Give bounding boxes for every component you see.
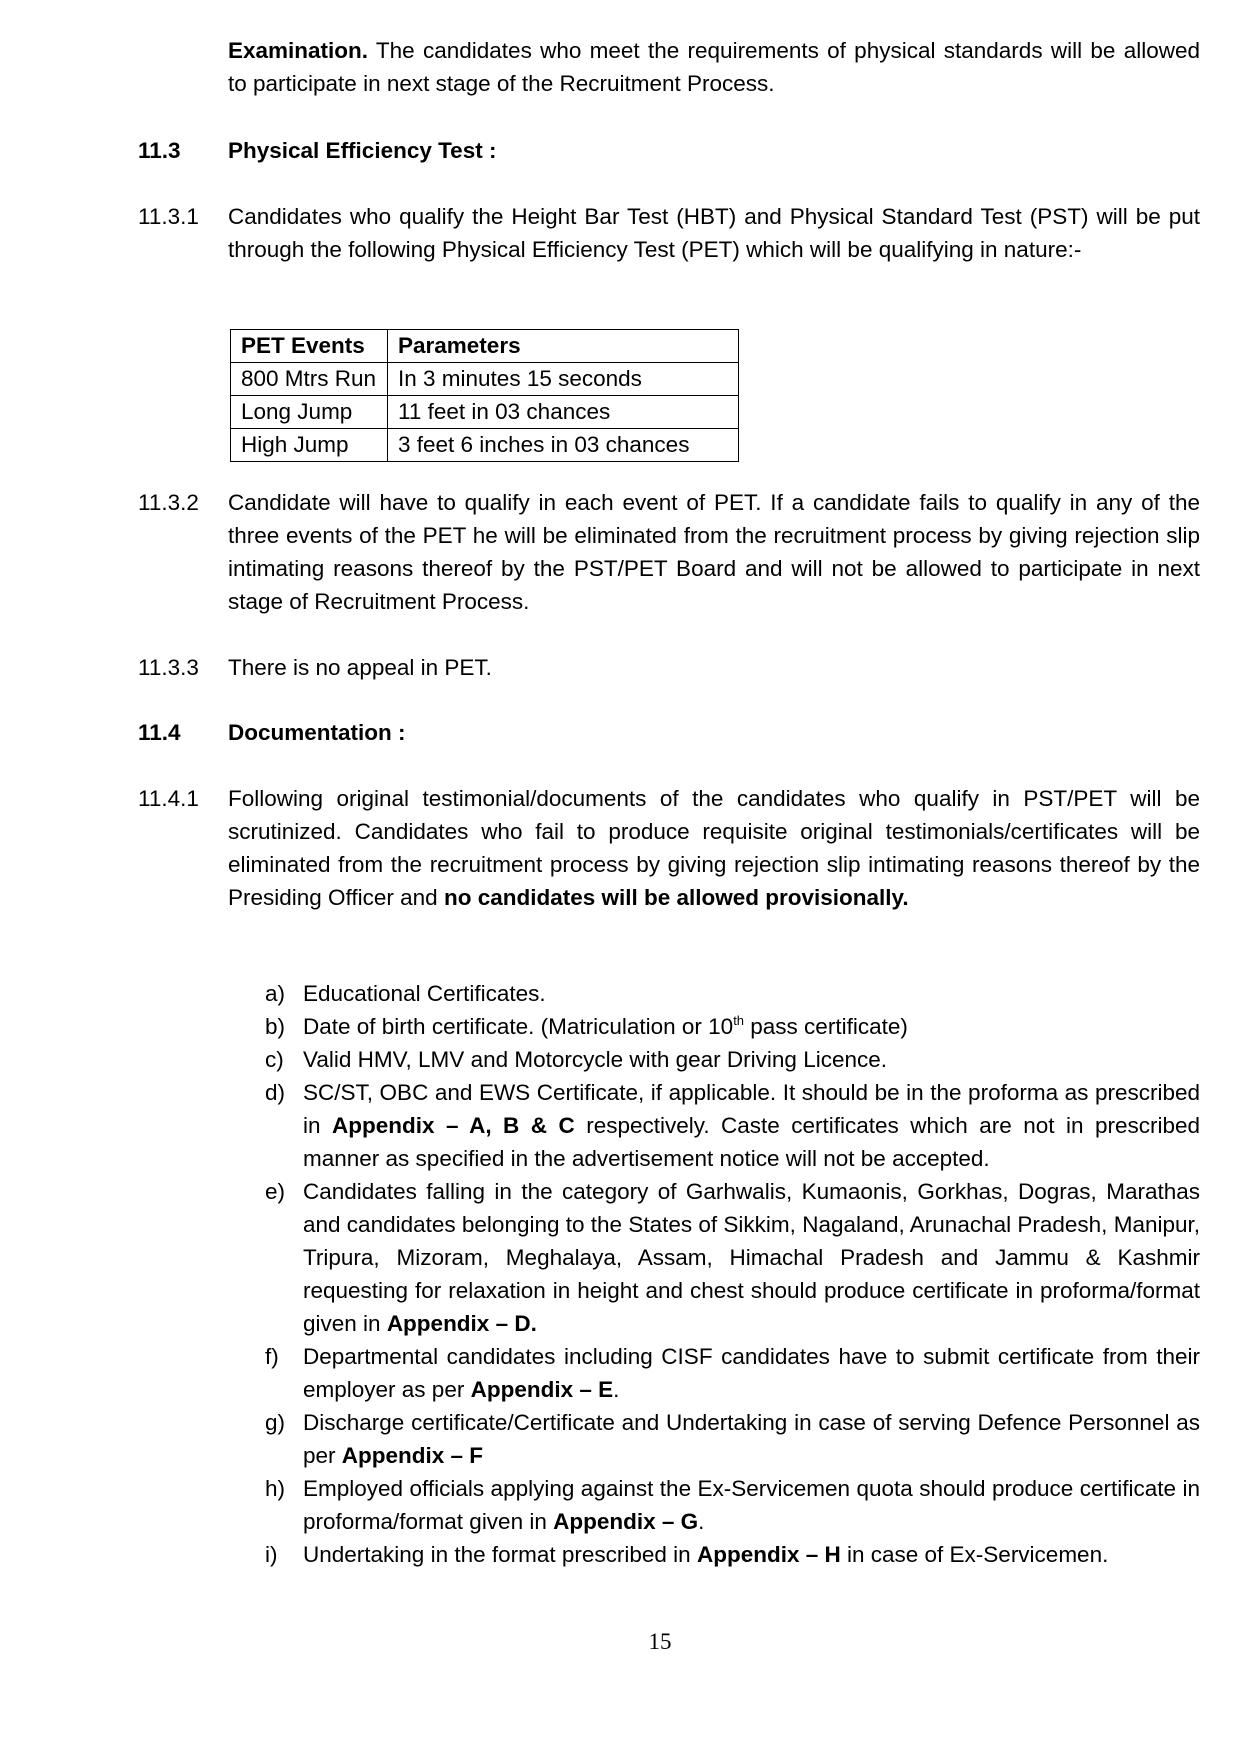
- section-title-11-4: Documentation :: [228, 720, 406, 745]
- pet-events-table: [230, 329, 739, 462]
- item-number-11-3-1: 11.3.1: [138, 204, 199, 229]
- list-item-text: Date of birth certificate. (Matriculation or 10: [303, 1014, 734, 1039]
- table-cell-parameter: 11 feet in 03 chances: [388, 396, 739, 429]
- table-header-cell: Parameters: [388, 330, 739, 363]
- list-item-label: d): [265, 1080, 286, 1105]
- table-header-cell: PET Events: [231, 330, 388, 363]
- list-item-text: Departmental candidates including CISF candidates have to submit certificate from their employer as per: [303, 1344, 1200, 1402]
- item-text-11-3-1: Candidates who qualify the Height Bar Test (HBT) and Physical Standard Test (PST) will be put through the following Physical Efficiency Test (PET) which will be qualifying in nature:-: [228, 204, 1200, 262]
- appendix-reference: Appendix – E: [470, 1377, 614, 1402]
- item-text-11-3-3: There is no appeal in PET.: [228, 655, 492, 680]
- list-item-text: Valid HMV, LMV and Motorcycle with gear Driving Licence.: [303, 1047, 888, 1072]
- table-cell-event: 800 Mtrs Run: [231, 363, 388, 396]
- section-number-11-3: 11.3: [138, 138, 181, 163]
- list-item-label: h): [265, 1476, 286, 1501]
- list-item-label: i): [265, 1542, 278, 1567]
- item-text-11-4-1-bold: no candidates will be allowed provisionally.: [443, 885, 909, 910]
- appendix-reference: Appendix – D.: [386, 1311, 537, 1336]
- table-cell-event: High Jump: [231, 429, 388, 462]
- list-item: [265, 1472, 1200, 1538]
- item-text-11-4-1-body: Following original testimonial/documents of the candidates who qualify in PST/PET will be scrutinized. Candidates who fail to produce requisite original testimonials/certificates will be eliminated from the recruitment process by giving rejection slip intimating reasons thereof by the Presiding Officer and: [228, 786, 1200, 910]
- table-header-row: [231, 330, 739, 363]
- list-item-label: c): [265, 1047, 284, 1072]
- item-number-11-3-2: 11.3.2: [138, 490, 199, 515]
- document-list: [265, 977, 1200, 1571]
- list-item-text: Discharge certificate/Certificate and Undertaking in case of serving Defence Personnel as per: [303, 1410, 1200, 1468]
- list-item-text: pass certificate): [744, 1014, 908, 1039]
- list-item-label: g): [265, 1410, 286, 1435]
- list-item: [265, 1340, 1200, 1406]
- intro-text: The candidates who meet the requirements of physical standards will be allowed to participate in next stage of the Recruitment Process.: [228, 38, 1200, 96]
- list-item: [265, 1538, 1200, 1571]
- list-item: [265, 1043, 1200, 1076]
- list-item-text: Employed officials applying against the Ex-Servicemen quota should produce certificate in proforma/format given in: [303, 1476, 1200, 1534]
- list-item-label: f): [265, 1344, 279, 1369]
- page-number: 15: [648, 1629, 672, 1654]
- table-row: [231, 429, 739, 462]
- appendix-reference: Appendix – F: [341, 1443, 484, 1468]
- list-item: [265, 1175, 1200, 1340]
- table-row: [231, 363, 739, 396]
- appendix-reference: Appendix – H: [696, 1542, 841, 1567]
- list-item: [265, 1076, 1200, 1175]
- table-row: [231, 396, 739, 429]
- list-item-text: Candidates falling in the category of Garhwalis, Kumaonis, Gorkhas, Dogras, Marathas and candidates belonging to the States of Sikkim, Nagaland, Arunachal Pradesh, Manipur, Tripura, Mizoram, Meghalaya, Assam, Himachal Pradesh and Jammu & Kashmir requesting for relaxation in height and chest should produce certificate in proforma/format given in: [303, 1179, 1200, 1336]
- list-item-text: Educational Certificates.: [303, 981, 546, 1006]
- table-cell-event: Long Jump: [231, 396, 388, 429]
- item-number-11-4-1: 11.4.1: [138, 786, 199, 811]
- item-number-11-3-3: 11.3.3: [138, 655, 199, 680]
- appendix-reference: Appendix – G: [553, 1509, 699, 1534]
- list-item-label: b): [265, 1014, 286, 1039]
- item-text-11-4-1: [228, 782, 1200, 914]
- list-item-text: Undertaking in the format prescribed in: [303, 1542, 697, 1567]
- list-item-text: in case of Ex-Servicemen.: [840, 1542, 1109, 1567]
- list-item: [265, 977, 1200, 1010]
- list-item-label: e): [265, 1179, 286, 1204]
- intro-paragraph: [228, 34, 1200, 100]
- superscript: th: [733, 1013, 745, 1028]
- item-text-11-3-2: Candidate will have to qualify in each event of PET. If a candidate fails to qualify in any of the three events of the PET he will be eliminated from the recruitment process by giving rejection slip intimating reasons thereof by the PST/PET Board and will not be allowed to participate in next stage of Recruitment Process.: [228, 490, 1200, 614]
- table-cell-parameter: 3 feet 6 inches in 03 chances: [388, 429, 739, 462]
- appendix-reference: Appendix – A, B & C: [331, 1113, 575, 1138]
- table-cell-parameter: In 3 minutes 15 seconds: [388, 363, 739, 396]
- list-item-text: .: [613, 1377, 620, 1402]
- list-item-text: .: [698, 1509, 705, 1534]
- list-item-text: respectively. Caste certificates which are not in prescribed manner as specified in the advertisement notice will not be accepted.: [303, 1113, 1201, 1171]
- list-item-label: a): [265, 981, 286, 1006]
- section-number-11-4: 11.4: [138, 720, 181, 745]
- section-title-11-3: Physical Efficiency Test :: [228, 138, 497, 163]
- list-item: [265, 1406, 1200, 1472]
- list-item-text: SC/ST, OBC and EWS Certificate, if applicable. It should be in the proforma as prescribed in: [303, 1080, 1200, 1138]
- list-item: [265, 1010, 1200, 1043]
- intro-bold-lead: Examination.: [228, 38, 369, 63]
